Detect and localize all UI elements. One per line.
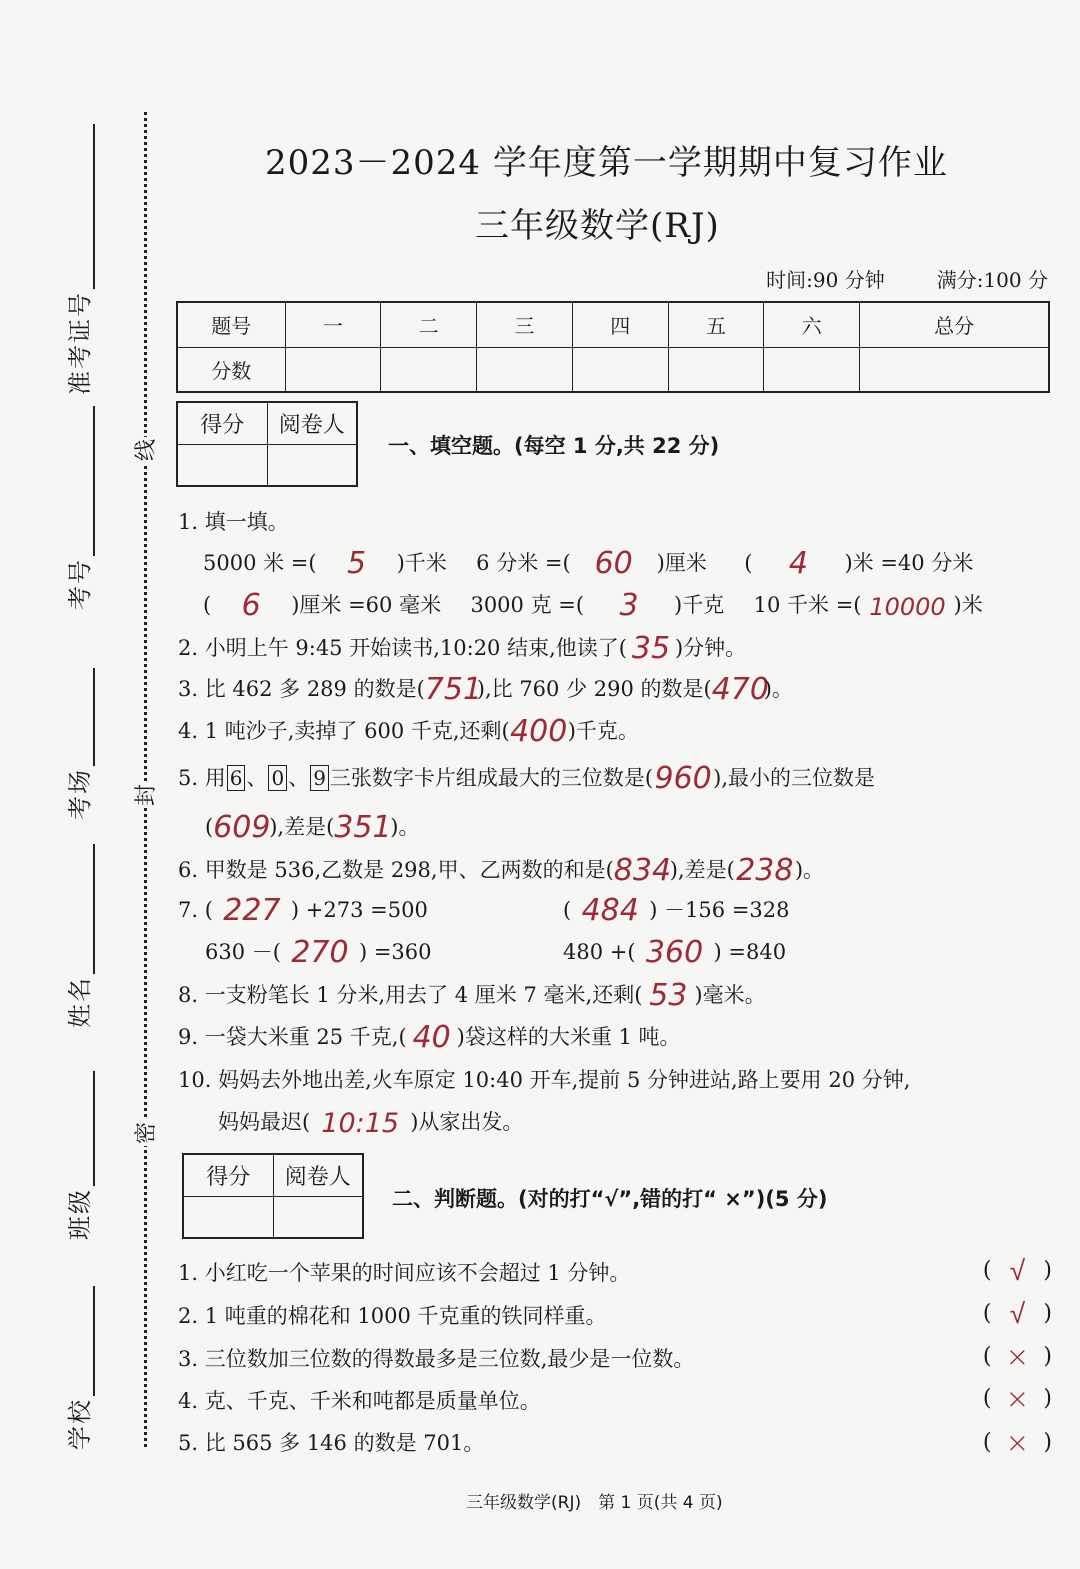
- judge-item-2-text: 2. 1 吨重的棉花和 1000 千克重的铁同样重。: [178, 1304, 607, 1328]
- page-footer: 三年级数学(RJ) 第 1 页(共 4 页): [466, 1493, 723, 1513]
- time-limit: 时间:90 分钟: [766, 268, 885, 292]
- q7b-answer[interactable]: 484: [581, 893, 639, 928]
- q1-line1: 5000 米 =( 5 )千米 6 分米 =( 60 )厘米 ( 4 )米 =40 分米: [203, 546, 974, 581]
- digit-card-9: 9: [310, 765, 329, 791]
- col-header-5: 五: [668, 302, 764, 347]
- q4-answer[interactable]: 400: [510, 714, 568, 749]
- score-cell-6[interactable]: [764, 347, 860, 392]
- q1b-answer[interactable]: 60: [594, 546, 633, 581]
- exam-meta: [766, 264, 1048, 293]
- section2-heading: 二、判断题。(对的打“√”,错的打“ ×”)(5 分): [392, 1187, 828, 1211]
- page-title: 2023－2024 学年度第一学期期中复习作业: [265, 143, 948, 183]
- q5-line2: (609),差是(351)。: [205, 810, 420, 845]
- score-cell-3[interactable]: [477, 347, 573, 392]
- judge-item-4-text: 4. 克、千克、千米和吨都是质量单位。: [178, 1389, 541, 1413]
- score-cell-4[interactable]: [572, 347, 668, 392]
- q8: 8. 一支粉笔长 1 分米,用去了 4 厘米 7 毫米,还剩( 53 )毫米。: [178, 978, 766, 1013]
- judge-item-1-text: 1. 小红吃一个苹果的时间应该不会超过 1 分钟。: [178, 1261, 631, 1285]
- field-exam-number[interactable]: 考号: [60, 406, 95, 610]
- q9-answer[interactable]: 40: [412, 1020, 451, 1055]
- q1d-answer[interactable]: 6: [241, 588, 261, 623]
- grader-name-label: 阅卷人: [273, 1154, 363, 1196]
- judge-item-5-mark: ( × ): [982, 1426, 1052, 1459]
- grader-score-label: 得分: [177, 402, 267, 444]
- q2: 2. 小明上午 9:45 开始读书,10:20 结束,他读了( 35 )分钟。: [178, 631, 747, 666]
- section1-score-cell[interactable]: [177, 444, 267, 486]
- q7c: 630 －( 270 ) =360: [205, 935, 432, 970]
- q7a-answer[interactable]: 227: [223, 893, 281, 928]
- class-blank[interactable]: [93, 1071, 95, 1186]
- q9: 9. 一袋大米重 25 千克,( 40 )袋这样的大米重 1 吨。: [178, 1020, 681, 1055]
- q7a: 7. ( 227 ) +273 =500: [178, 893, 428, 928]
- q1-line2: ( 6 )厘米 =60 毫米 3000 克 =( 3 )千克 10 千米 =( 10000 )米: [203, 588, 983, 623]
- page-subtitle: 三年级数学(RJ): [475, 206, 720, 246]
- q1c-answer[interactable]: 4: [788, 546, 808, 581]
- col-header-total: 总分: [860, 302, 1049, 347]
- score-cell-2[interactable]: [381, 347, 477, 392]
- q6-answer-sum[interactable]: 834: [613, 853, 672, 888]
- judge-item-2-answer[interactable]: √: [1009, 1297, 1026, 1330]
- q1e-answer[interactable]: 3: [619, 588, 639, 623]
- full-score: 满分:100 分: [936, 268, 1048, 292]
- field-exam-permit-number[interactable]: 准考证号: [60, 124, 95, 395]
- grader-score-label: 得分: [183, 1154, 273, 1196]
- col-header-3: 三: [477, 302, 573, 347]
- q7c-answer[interactable]: 270: [291, 935, 349, 970]
- exam-room-blank[interactable]: [93, 668, 95, 766]
- q8-answer[interactable]: 53: [649, 978, 688, 1013]
- exam-number-blank[interactable]: [93, 406, 95, 556]
- judge-item-3-answer[interactable]: ×: [1005, 1340, 1030, 1373]
- score-table-header-row: [177, 302, 1049, 347]
- judge-item-1-mark: ( √ ): [982, 1254, 1052, 1287]
- digit-card-0: 0: [268, 765, 287, 791]
- section1-grader-box: [176, 401, 358, 487]
- binding-strip: [0, 0, 170, 1569]
- q1a-answer[interactable]: 5: [347, 546, 367, 581]
- q5-answer-smallest[interactable]: 609: [213, 810, 271, 845]
- judge-item-3-text: 3. 三位数加三位数的得数最多是三位数,最少是一位数。: [178, 1347, 695, 1371]
- q1f-answer[interactable]: 10000: [869, 593, 946, 621]
- q3-answer-1[interactable]: 751: [424, 672, 483, 707]
- section2-grader-box: [182, 1153, 364, 1239]
- name-blank[interactable]: [93, 844, 95, 974]
- q4: 4. 1 吨沙子,卖掉了 600 千克,还剩(400)千克。: [178, 714, 639, 749]
- school-blank[interactable]: [93, 1286, 95, 1396]
- col-header-1: 一: [285, 302, 381, 347]
- digit-card-6: 6: [227, 765, 246, 791]
- judge-item-5-text: 5. 比 565 多 146 的数是 701。: [178, 1431, 485, 1455]
- field-exam-room[interactable]: 考场: [60, 668, 95, 820]
- field-school[interactable]: 学校: [60, 1286, 95, 1450]
- score-cell-5[interactable]: [668, 347, 764, 392]
- judge-item-2-mark: ( √ ): [982, 1297, 1052, 1330]
- score-table-score-row: [177, 347, 1049, 392]
- seal-char-seal: 封: [134, 784, 159, 807]
- judge-item-1-answer[interactable]: √: [1009, 1254, 1026, 1287]
- section1-grader-cell[interactable]: [267, 444, 357, 486]
- q1-title: 1. 填一填。: [178, 510, 289, 534]
- section2-score-cell[interactable]: [183, 1196, 273, 1238]
- q3-answer-2[interactable]: 470: [711, 672, 769, 707]
- field-name[interactable]: 姓名: [60, 844, 95, 1028]
- q7d-answer[interactable]: 360: [645, 935, 704, 970]
- col-header-2: 二: [381, 302, 477, 347]
- q10-line2: 妈妈最迟( 10:15 )从家出发。: [218, 1108, 524, 1139]
- q10-line1: 10. 妈妈去外地出差,火车原定 10:40 开车,提前 5 分钟进站,路上要用 20 分钟,: [178, 1068, 911, 1092]
- judge-item-3-mark: ( × ): [982, 1340, 1052, 1373]
- exam-permit-number-blank[interactable]: [93, 124, 95, 289]
- field-class[interactable]: 班级: [60, 1071, 95, 1240]
- q6: 6. 甲数是 536,乙数是 298,甲、乙两数的和是(834),差是(238)。: [178, 853, 825, 888]
- q10-answer[interactable]: 10:15: [321, 1108, 400, 1139]
- section2-grader-cell[interactable]: [273, 1196, 363, 1238]
- seal-dotted-line: [144, 112, 148, 1447]
- judge-item-5-answer[interactable]: ×: [1005, 1426, 1030, 1459]
- seal-char-secret: 密: [134, 1122, 159, 1145]
- col-header-6: 六: [764, 302, 860, 347]
- score-cell-1[interactable]: [285, 347, 381, 392]
- score-table: [176, 301, 1050, 393]
- judge-item-4-answer[interactable]: ×: [1005, 1382, 1030, 1415]
- grader-name-label: 阅卷人: [267, 402, 357, 444]
- row-label-question-number: 题号: [177, 302, 285, 347]
- judge-item-4-mark: ( × ): [982, 1382, 1052, 1415]
- q7b: ( 484 ) －156 =328: [563, 893, 790, 928]
- section1-heading: 一、填空题。(每空 1 分,共 22 分): [388, 434, 720, 458]
- q5-answer-difference[interactable]: 351: [334, 810, 392, 845]
- q5-line1: 5. 用 6 、 0 、 9 三张数字卡片组成最大的三位数是(960),最小的三位数是: [178, 761, 875, 796]
- q3: 3. 比 462 多 289 的数是(751),比 760 少 290 的数是(470)。: [178, 672, 793, 707]
- q7d: 480 +( 360 ) =840: [563, 935, 787, 970]
- q2-answer[interactable]: 35: [631, 631, 671, 666]
- q6-answer-difference[interactable]: 238: [736, 853, 794, 888]
- score-cell-total[interactable]: [860, 347, 1049, 392]
- col-header-4: 四: [572, 302, 668, 347]
- q5-answer-largest[interactable]: 960: [654, 761, 712, 796]
- seal-char-line: 线: [134, 439, 159, 462]
- row-label-score: 分数: [177, 347, 285, 392]
